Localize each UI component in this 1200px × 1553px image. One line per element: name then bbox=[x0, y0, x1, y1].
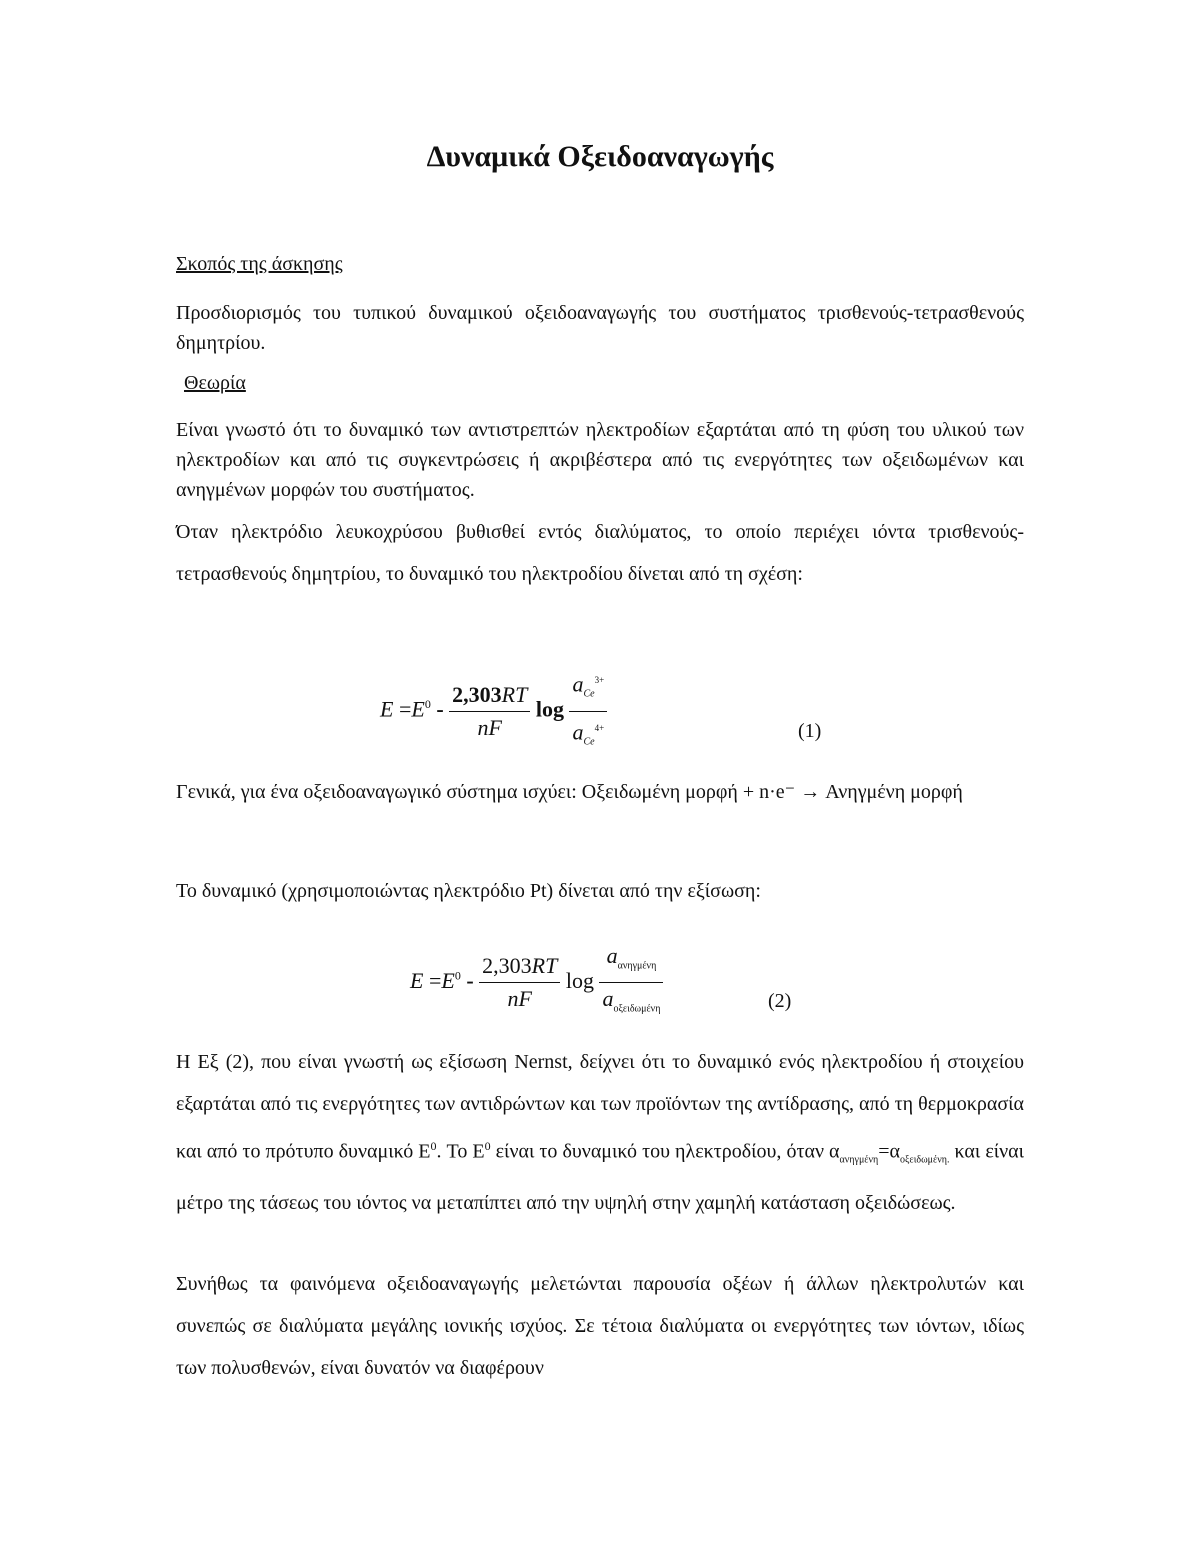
nernst-paragraph bbox=[176, 1041, 1024, 1224]
eq1-a-num: a bbox=[572, 671, 584, 697]
e0-superscript-1: 0 bbox=[430, 1139, 437, 1153]
equation-1 bbox=[380, 664, 607, 758]
alpha-reduced-subscript: ανηγμένη bbox=[839, 1154, 879, 1166]
document-title: Δυναμικά Οξειδοαναγωγής bbox=[426, 140, 774, 173]
eq2-minus: - bbox=[466, 967, 474, 993]
potential-paragraph: Το δυναμικό (χρησιμοποιώντας ηλεκτρόδιο Pt) δίνεται από την εξίσωση: bbox=[176, 880, 761, 902]
eq2-e0: E bbox=[441, 967, 455, 993]
last-paragraph: Συνήθως τα φαινόμενα οξειδοαναγωγής μελετώνται παρουσία οξέων ή άλλων ηλεκτρολυτών και συνεπώς σε διαλύματα μεγάλης ιονικής ισχύος. Σε τέτοια διαλύματα οι ενεργότητες των ιόντων, ιδίως των πολυσθενών, είναι δυνατόν να διαφέρουν bbox=[176, 1273, 1024, 1379]
equation-2 bbox=[410, 940, 663, 1026]
eq1-numerator-vars: RT bbox=[501, 681, 528, 707]
eq1-fraction bbox=[449, 679, 530, 744]
eq1-num-sub-sup: 3+ bbox=[594, 675, 605, 685]
eq2-log: log bbox=[565, 967, 594, 993]
eq2-activity-fraction bbox=[599, 940, 663, 1026]
eq1-numerator: 2,303 bbox=[452, 681, 502, 707]
eq2-equals: = bbox=[428, 967, 442, 993]
eq1-log: log bbox=[535, 696, 564, 722]
eq2-a-den: a bbox=[602, 986, 614, 1012]
e0-superscript-2: 0 bbox=[484, 1139, 491, 1153]
general-paragraph: Γενικά, για ένα οξειδοαναγωγικό σύστημα ισχύει: Οξειδωμένη μορφή + n·e⁻ → Ανηγμένη μορφή bbox=[176, 781, 963, 803]
eq1-a-den: a bbox=[572, 719, 584, 745]
eq2-den-sub: οξειδωμένη bbox=[613, 1003, 661, 1015]
theory-heading: Θεωρία bbox=[184, 372, 246, 394]
eq2-e0-sup: 0 bbox=[454, 968, 461, 983]
eq2-lhs: E bbox=[410, 967, 424, 993]
eq1-e0: E bbox=[411, 696, 425, 722]
eq2-fraction bbox=[479, 950, 560, 1015]
eq1-denominator: nF bbox=[477, 714, 502, 740]
eq2-numerator: 2,303 bbox=[482, 953, 532, 979]
eq1-den-sub: Ce bbox=[583, 736, 595, 748]
purpose-heading: Σκοπός της άσκησης bbox=[176, 253, 343, 275]
theory-paragraph-2: Όταν ηλεκτρόδιο λευκοχρύσου βυθισθεί εντός διαλύματος, το οποίο περιέχει ιόντα τρισθενούς-τετρασθενούς δημητρίου, το δυναμικό του ηλεκτροδίου δίνεται από τη σχέση: bbox=[176, 521, 1024, 585]
eq1-e0-sup: 0 bbox=[424, 696, 431, 711]
nernst-text-e: και είναι μέτρο της τάσεως του ιόντος να μεταπίπτει από την υψηλή στην χαμηλή κατάσταση οξειδώσεως. bbox=[176, 1140, 1024, 1214]
equation-1-number: (1) bbox=[798, 720, 822, 742]
eq1-minus: - bbox=[436, 696, 444, 722]
eq1-lhs: E bbox=[380, 696, 394, 722]
eq2-a-num: a bbox=[606, 943, 618, 968]
eq1-num-sub: Ce bbox=[583, 688, 595, 700]
eq1-den-sub-sup: 4+ bbox=[594, 722, 605, 733]
eq2-denominator: nF bbox=[507, 986, 532, 1012]
alpha-oxidized-subscript: οξειδωμένη. bbox=[900, 1154, 950, 1166]
eq1-activity-fraction bbox=[569, 664, 607, 758]
nernst-text-d: =α bbox=[878, 1140, 901, 1163]
eq1-equals: = bbox=[398, 696, 412, 722]
theory-paragraph-1: Είναι γνωστό ότι το δυναμικό των αντιστρεπτών ηλεκτροδίων εξαρτάται από τη φύση του υλικού των ηλεκτροδίων και από τις συγκεντρώσεις ή ακριβέστερα από τις ενεργότητες των οξειδωμένων και ανηγμένων μορφών του συστήματος. bbox=[176, 419, 1024, 501]
equation-2-number: (2) bbox=[768, 990, 792, 1012]
eq2-numerator-vars: RT bbox=[531, 953, 558, 979]
nernst-text-a: Η Εξ (2), που είναι γνωστή ως εξίσωση Nernst, δείχνει ότι το δυναμικό ενός ηλεκτροδίου ή στοιχείου εξαρτάται από τις ενεργότητες των αντιδρώντων και των προϊόντων της αντίδρασης, από τη θερμοκρασία και από το πρότυπο δυναμικό E bbox=[176, 1051, 1024, 1163]
eq2-num-sub: ανηγμένη bbox=[617, 960, 657, 972]
nernst-text-b: . Το E bbox=[436, 1140, 485, 1163]
nernst-text-c: είναι το δυναμικό του ηλεκτροδίου, όταν α bbox=[490, 1140, 840, 1163]
purpose-text: Προσδιορισμός του τυπικού δυναμικού οξειδοαναγωγής του συστήματος τρισθενούς-τετρασθενούς δημητρίου. bbox=[176, 302, 1024, 354]
